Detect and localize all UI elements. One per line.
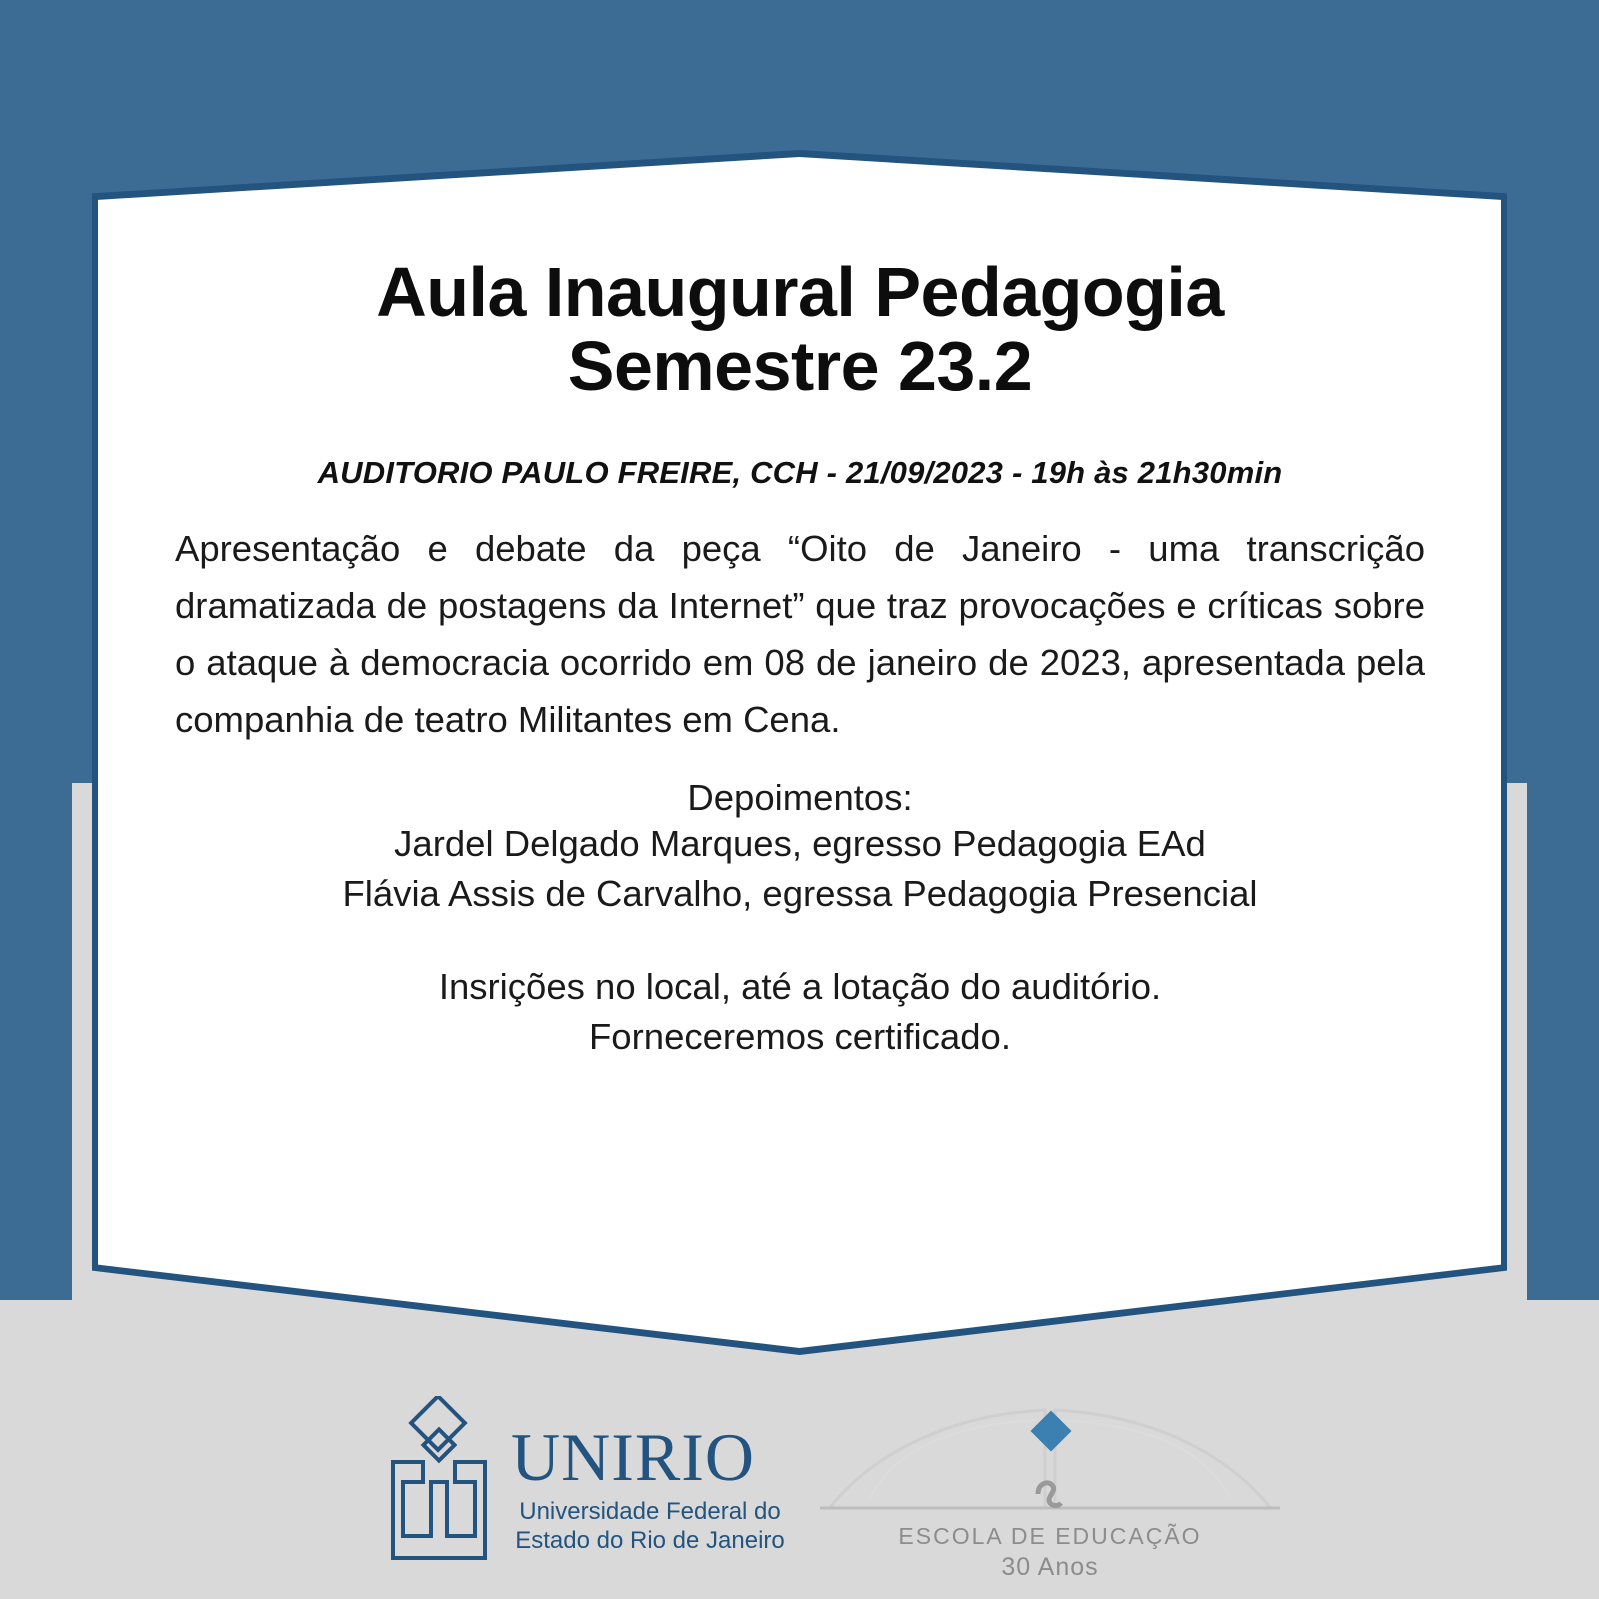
registration-note: Insrições no local, até a lotação do auditório. (438, 966, 1162, 1008)
escola-de-educacao-logo (810, 1390, 1290, 1590)
testimonials-heading: Depoimentos: (687, 777, 913, 819)
event-details: AUDITORIO PAULO FREIRE, CCH - 21/09/2023 - 19h às 21h30min (317, 455, 1283, 491)
unirio-logo (383, 1396, 783, 1576)
certificate-note: Forneceremos certificado. (589, 1016, 1011, 1057)
background-left-column (0, 0, 72, 1300)
open-book-icon (810, 1507, 1290, 1524)
title-line-1: Aula Inaugural Pedagogia (376, 253, 1224, 331)
unirio-wordmark: UNIRIO (511, 1419, 755, 1495)
title-line-2: Semestre 23.2 (567, 327, 1033, 406)
escola-name: ESCOLA DE EDUCAÇÃO (898, 1523, 1202, 1549)
event-description: Apresentação e debate da peça “Oito de Janeiro - uma transcrição dramatizada de postagens da Internet” que traz provocações e críticas sobre o ataque à democracia ocorrido em 08 de janeiro de 2023, apresentada pela companhia de teatro Militantes em Cena. (175, 528, 1425, 741)
testimonial-item: Jardel Delgado Marques, egresso Pedagogia EAd (394, 823, 1206, 865)
page-title (175, 253, 1425, 406)
background-right-column (1527, 0, 1599, 1300)
poster-content (175, 255, 1425, 1062)
unirio-monogram-icon (383, 1558, 508, 1575)
testimonial-item: Flávia Assis de Carvalho, egressa Pedagogia Presencial (342, 872, 1258, 914)
unirio-subtitle-line-1: Universidade Federal do (519, 1498, 781, 1525)
footer-logos (0, 1390, 1599, 1590)
unirio-subtitle (515, 1497, 785, 1556)
escola-anniversary: 30 Anos (1001, 1553, 1099, 1581)
unirio-subtitle-line-2: Estado do Rio de Janeiro (515, 1527, 785, 1555)
